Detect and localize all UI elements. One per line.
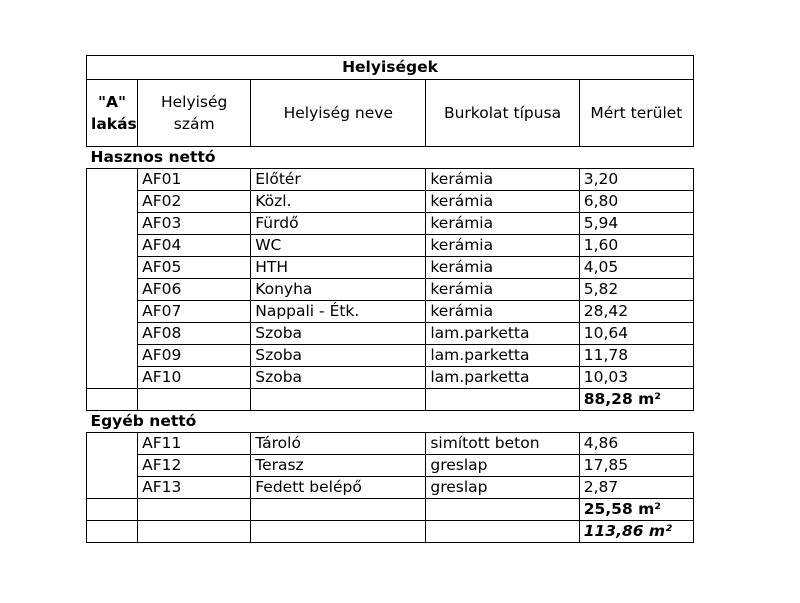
- blank-cell: [87, 345, 138, 367]
- header-surface-type: Burkolat típusa: [426, 80, 579, 147]
- room-number-cell: AF06: [138, 279, 251, 301]
- blank-cell: [426, 521, 579, 543]
- area-cell: 4,86: [579, 433, 693, 455]
- blank-cell: [87, 301, 138, 323]
- blank-cell: [87, 389, 138, 411]
- surface-type-cell: kerámia: [426, 235, 579, 257]
- room-number-cell: AF10: [138, 367, 251, 389]
- surface-type-cell: lam.parketta: [426, 367, 579, 389]
- room-number-cell: AF04: [138, 235, 251, 257]
- room-number-cell: AF13: [138, 477, 251, 499]
- table-header-row: [87, 80, 694, 147]
- area-cell: 1,60: [579, 235, 693, 257]
- useful-net-section-label: Hasznos nettó: [87, 147, 694, 169]
- table-row: [87, 367, 694, 389]
- table-row: [87, 345, 694, 367]
- area-cell: 2,87: [579, 477, 693, 499]
- area-cell: 3,20: [579, 169, 693, 191]
- blank-cell: [426, 499, 579, 521]
- room-name-cell: Konyha: [251, 279, 426, 301]
- room-name-cell: Terasz: [251, 455, 426, 477]
- header-measured-area: Mért terület: [579, 80, 693, 147]
- table-row: [87, 169, 694, 191]
- blank-cell: [87, 235, 138, 257]
- room-name-cell: Szoba: [251, 323, 426, 345]
- table-row: [87, 191, 694, 213]
- room-number-cell: AF09: [138, 345, 251, 367]
- grand-total-value: 113,86 m²: [579, 521, 693, 543]
- blank-cell: [87, 191, 138, 213]
- rooms-table: [86, 55, 694, 543]
- blank-cell: [426, 389, 579, 411]
- blank-cell: [138, 389, 251, 411]
- area-cell: 11,78: [579, 345, 693, 367]
- table-row: [87, 433, 694, 455]
- surface-type-cell: greslap: [426, 477, 579, 499]
- rooms-table-sheet: [86, 55, 694, 543]
- area-cell: 5,82: [579, 279, 693, 301]
- room-name-cell: WC: [251, 235, 426, 257]
- blank-cell: [251, 521, 426, 543]
- room-number-cell: AF11: [138, 433, 251, 455]
- blank-cell: [87, 521, 138, 543]
- room-number-cell: AF02: [138, 191, 251, 213]
- surface-type-cell: lam.parketta: [426, 345, 579, 367]
- table-row: [87, 455, 694, 477]
- table-title: Helyiségek: [87, 56, 694, 80]
- header-room-number: Helyiség szám: [138, 80, 251, 147]
- other-net-total-value: 25,58 m²: [579, 499, 693, 521]
- other-net-section-label: Egyéb nettó: [87, 411, 694, 433]
- room-name-cell: Előtér: [251, 169, 426, 191]
- area-cell: 10,64: [579, 323, 693, 345]
- table-row: [87, 301, 694, 323]
- room-number-cell: AF03: [138, 213, 251, 235]
- room-number-cell: AF07: [138, 301, 251, 323]
- room-name-cell: Nappali - Étk.: [251, 301, 426, 323]
- area-cell: 5,94: [579, 213, 693, 235]
- surface-type-cell: kerámia: [426, 213, 579, 235]
- other-net-total-row: [87, 499, 694, 521]
- blank-cell: [87, 279, 138, 301]
- table-title-row: [87, 56, 694, 80]
- blank-cell: [87, 499, 138, 521]
- blank-cell: [87, 323, 138, 345]
- surface-type-cell: kerámia: [426, 301, 579, 323]
- header-room-name: Helyiség neve: [251, 80, 426, 147]
- useful-net-total-value: 88,28 m²: [579, 389, 693, 411]
- room-number-cell: AF12: [138, 455, 251, 477]
- area-cell: 28,42: [579, 301, 693, 323]
- blank-cell: [138, 499, 251, 521]
- room-name-cell: Közl.: [251, 191, 426, 213]
- useful-net-total-row: [87, 389, 694, 411]
- blank-cell: [87, 433, 138, 455]
- area-cell: 10,03: [579, 367, 693, 389]
- blank-cell: [87, 367, 138, 389]
- table-row: [87, 235, 694, 257]
- useful-net-section-row: [87, 147, 694, 169]
- header-apartment: "A" lakás: [87, 80, 138, 147]
- table-row: [87, 477, 694, 499]
- room-name-cell: Szoba: [251, 367, 426, 389]
- surface-type-cell: kerámia: [426, 169, 579, 191]
- grand-total-row: [87, 521, 694, 543]
- table-row: [87, 323, 694, 345]
- surface-type-cell: kerámia: [426, 257, 579, 279]
- surface-type-cell: simított beton: [426, 433, 579, 455]
- surface-type-cell: greslap: [426, 455, 579, 477]
- table-row: [87, 279, 694, 301]
- blank-cell: [251, 389, 426, 411]
- blank-cell: [87, 477, 138, 499]
- blank-cell: [87, 213, 138, 235]
- room-name-cell: Fürdő: [251, 213, 426, 235]
- room-name-cell: Tároló: [251, 433, 426, 455]
- table-row: [87, 213, 694, 235]
- surface-type-cell: lam.parketta: [426, 323, 579, 345]
- room-name-cell: Szoba: [251, 345, 426, 367]
- surface-type-cell: kerámia: [426, 191, 579, 213]
- area-cell: 6,80: [579, 191, 693, 213]
- room-number-cell: AF01: [138, 169, 251, 191]
- area-cell: 4,05: [579, 257, 693, 279]
- surface-type-cell: kerámia: [426, 279, 579, 301]
- room-name-cell: HTH: [251, 257, 426, 279]
- room-number-cell: AF08: [138, 323, 251, 345]
- blank-cell: [87, 257, 138, 279]
- table-row: [87, 257, 694, 279]
- other-net-section-row: [87, 411, 694, 433]
- blank-cell: [251, 499, 426, 521]
- blank-cell: [87, 169, 138, 191]
- area-cell: 17,85: [579, 455, 693, 477]
- blank-cell: [138, 521, 251, 543]
- blank-cell: [87, 455, 138, 477]
- room-name-cell: Fedett belépő: [251, 477, 426, 499]
- room-number-cell: AF05: [138, 257, 251, 279]
